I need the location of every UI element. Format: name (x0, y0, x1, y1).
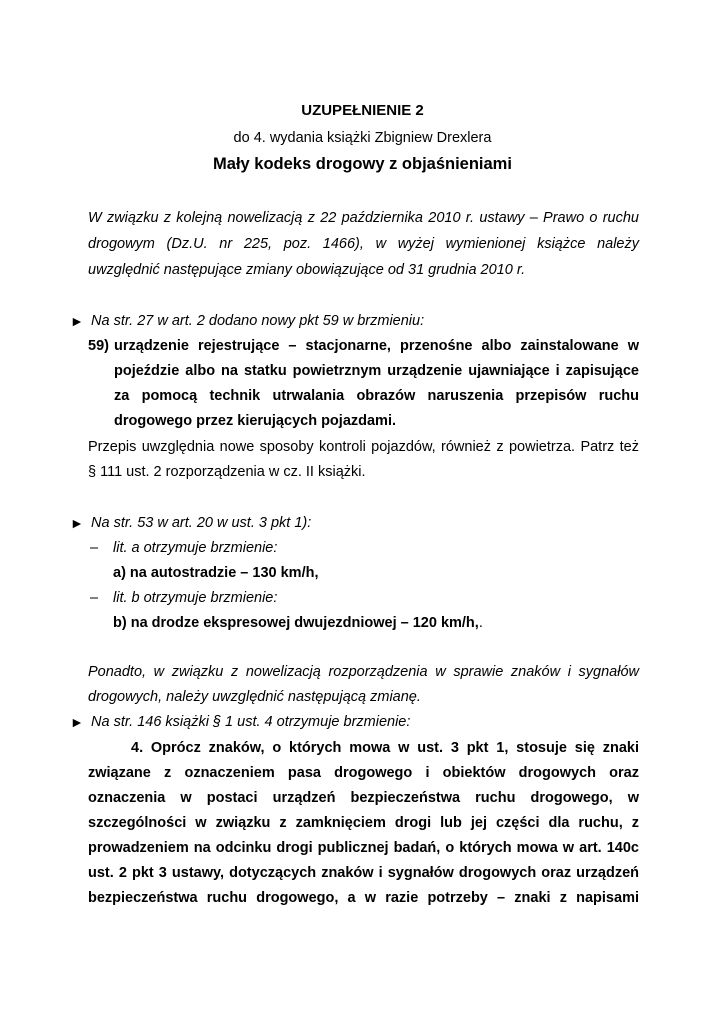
section1-heading: Na str. 27 w art. 2 dodano nowy pkt 59 w brzmieniu: (91, 313, 425, 329)
document-subtitle: do 4. wydania książki Zbigniew Drexlera (233, 130, 492, 146)
intro-line-2: drogowym (Dz.U. nr 225, poz. 1466), w wyżej wymienionej książce należy (88, 236, 639, 252)
section2-item-b (113, 615, 483, 631)
section2-heading: Na str. 53 w art. 20 w ust. 3 pkt 1): (91, 515, 312, 531)
section3-body-line-1: 4. Oprócz znaków, o których mowa w ust. 3 pkt 1, stosuje się znaki (131, 740, 639, 756)
section1-item-line-3: za pomocą technik utrwalania obrazów naruszenia przepisów ruchu (114, 388, 639, 404)
dash-icon: – (90, 540, 99, 556)
intro-line-3: uwzględnić następujące zmiany obowiązujące od 31 grudnia 2010 r. (88, 262, 526, 278)
section3-intro-line-2: drogowych, należy uwzględnić następującą zmianę. (88, 689, 421, 705)
section1-note-line-2: § 111 ust. 2 rozporządzenia w cz. II książki. (88, 464, 366, 480)
section2-item-b-trail: . (478, 615, 483, 631)
section2-item-a-text: a) na autostradzie – 130 km/h, (113, 565, 319, 581)
section3-body-line-2: związane z oznaczeniem pasa drogowego i obiektów drogowych oraz (88, 765, 639, 781)
book-title: Mały kodeks drogowy z objaśnieniami (213, 155, 512, 173)
section2-item-b-label: lit. b otrzymuje brzmienie: (113, 590, 278, 606)
bullet-arrow-icon: ► (70, 313, 84, 329)
section1-item-line-1: urządzenie rejestrujące – stacjonarne, przenośne albo zainstalowane w (114, 338, 639, 354)
dash-icon: – (90, 590, 99, 606)
bullet-arrow-icon: ► (70, 714, 84, 730)
intro-line-1: W związku z kolejną nowelizacją z 22 października 2010 r. ustawy – Prawo o ruchu (88, 210, 639, 226)
section3-heading: Na str. 146 książki § 1 ust. 4 otrzymuje brzmienie: (91, 714, 411, 730)
section1-item-number: 59) (88, 338, 109, 354)
section1-note-line-1: Przepis uwzględnia nowe sposoby kontroli pojazdów, również z powietrza. Patrz też (88, 439, 639, 455)
section3-body-line-3: oznaczenia w postaci urządzeń bezpieczeństwa ruchu drogowego, w (88, 790, 639, 806)
section3-body-line-6: ust. 2 pkt 3 ustawy, dotyczących znaków i sygnałów drogowych oraz urządzeń (88, 865, 639, 881)
section3-intro-line-1: Ponadto, w związku z nowelizacją rozporządzenia w sprawie znaków i sygnałów (88, 664, 639, 680)
section1-item-line-4: drogowego przez kierujących pojazdami. (114, 413, 397, 429)
bullet-arrow-icon: ► (70, 515, 84, 531)
section3-body-line-4: szczególności w związku z zamknięciem drogi lub jej części dla ruchu, z (88, 815, 639, 831)
document-title: UZUPEŁNIENIE 2 (301, 102, 424, 119)
section3-body-line-5: prowadzeniem na odcinku drogi publicznej badań, o których mowa w art. 140c (88, 840, 639, 856)
section1-item-line-2: pojeździe albo na statku powietrznym urządzenie ujawniające i zapisujące (114, 363, 639, 379)
section3-body-line-7: bezpieczeństwa ruchu drogowego, a w razie potrzeby – znaki z napisami (88, 890, 639, 906)
section2-item-b-text: b) na drodze ekspresowej dwujezdniowej – 120 km/h, (113, 615, 479, 631)
section2-item-a-label: lit. a otrzymuje brzmienie: (113, 540, 278, 556)
